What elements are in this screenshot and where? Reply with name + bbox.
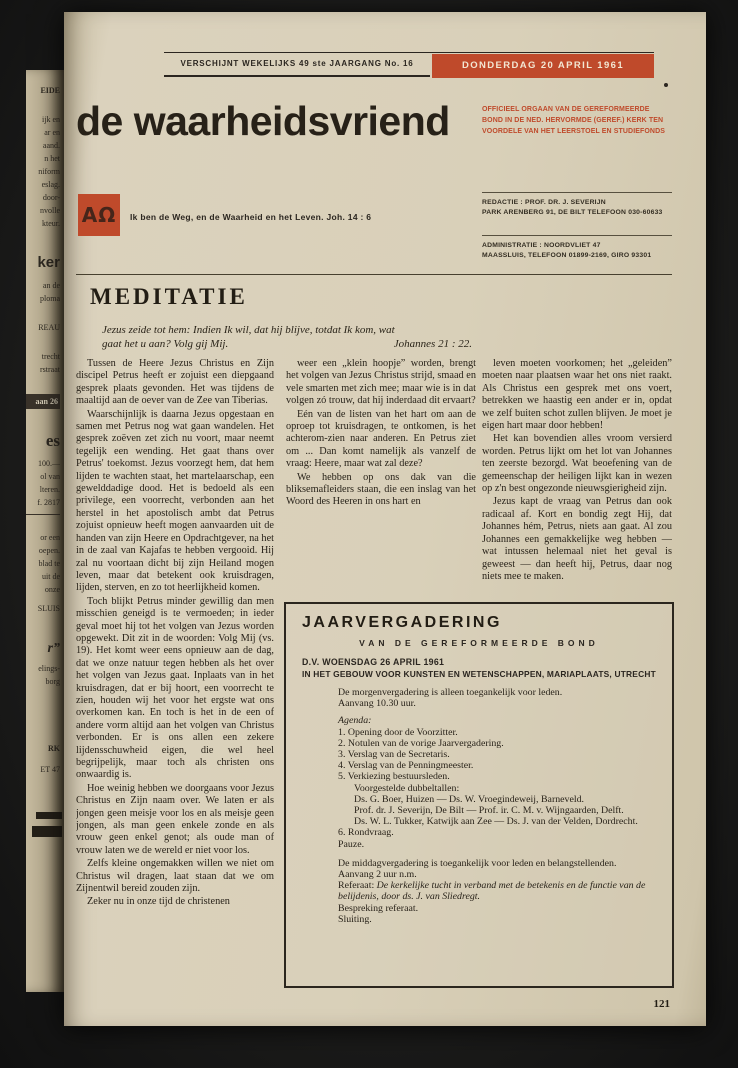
newspaper-page bbox=[64, 12, 706, 1026]
announcement-subtitle: VAN DE GEREFORMEERDE BOND bbox=[359, 638, 599, 648]
date-box: DONDERDAG 20 APRIL 1961 bbox=[432, 54, 654, 78]
redactie-line: REDACTIE : PROF. DR. J. SEVERIJN bbox=[482, 199, 606, 206]
administratie-block bbox=[482, 235, 672, 261]
text-fragment: ijk en bbox=[42, 115, 60, 124]
announcement-location: IN HET GEBOUW VOOR KUNSTEN EN WETENSCHAPPEN, MARIAPLAATS, UTRECHT bbox=[302, 669, 656, 679]
official-organ-block bbox=[482, 104, 665, 137]
text-fragment: blad te bbox=[38, 559, 60, 568]
agenda-item: 1. Opening door de Voorzitter. bbox=[338, 726, 458, 738]
page-number: 121 bbox=[653, 998, 670, 1010]
administratie-line: MAASSLUIS, TELEFOON 01899-2169, GIRO 93301 bbox=[482, 252, 652, 259]
paragraph: Waarschijnlijk is daarna Jezus opgestaan en samen met Petrus nog wat gaan wandelen. Het gesprek zoëven zet zich nu voort, maar neemt tegelijk een wending. Het gaat thans over Petrus' toekomst. Jezus voorzegt hem, dat hem lijden te wachten staat, het martelaarschap, een gewelddadige dood. Het is bedoeld als een privilege, een voorrecht, verbonden aan het herstel in het apostolisch ambt dat Petrus zojuist opnieuw heeft mogen aanvaarden uit de handen van zijn Heere en Opdrachtgever, na het in de zaal van Kajafas te hebben vergooid. Hij zal nu voortaan dicht bij zijn Heiland mogen leven, maar dat betekent ook kruisdragen, lijden, sterven, en zo tot heerlijkheid komen. bbox=[76, 408, 274, 594]
announcement-line: De morgenvergadering is alleen toegankelijk voor leden. bbox=[338, 687, 563, 698]
text-fragment: oepen. bbox=[38, 546, 60, 555]
closing-lines bbox=[338, 903, 656, 925]
text-fragment: nvolle bbox=[40, 206, 60, 215]
paragraph: Het kan bovendien alles vroom versierd worden. Petrus lijkt om het lot van Johannes ten zeerste bezorgd. Wat beoefening van de gemeenschap der heiligen lijkt kan in wezen op z'n best ongezonde nieuwsgierigheid zijn. bbox=[482, 433, 672, 495]
masthead-motto: Ik ben de Weg, en de Waarheid en het Leven. Joh. 14 : 6 bbox=[130, 212, 372, 222]
agenda-list bbox=[338, 727, 656, 783]
agenda-item: 4. Verslag van de Penningmeester. bbox=[338, 760, 474, 772]
text-fragment: uit de bbox=[42, 572, 60, 581]
epigraph-reference: Johannes 21 : 22. bbox=[393, 337, 472, 350]
paragraph: Eén van de listen van het hart om aan de oproep tot kruisdragen, te ontkomen, is het achterom-zien naar anderen. En Petrus ziet om ... Dan komt namelijk als vanzelf de vraag: Heere, maar wat zal deze? bbox=[286, 408, 476, 470]
text-fragment: aand. bbox=[42, 141, 60, 150]
pauze-line: Pauze. bbox=[338, 838, 365, 850]
colophon bbox=[482, 104, 672, 274]
text-fragment: 100.— bbox=[38, 459, 60, 468]
paragraph: Jezus kapt de vraag van Petrus dan ook radicaal af. Kort en bondig zegt Hij, dat Johannes hém, Petrus, niets aan gaat. Al zou Johannes een gemakkelijke weg hebben — wat intussen helemaal niet het geval is geweest — dan heeft hij, Petrus, daar nog niets mee te maken. bbox=[482, 496, 672, 582]
article-column-2 bbox=[286, 358, 476, 598]
text-fragment: ker bbox=[37, 254, 60, 271]
text-fragment: an de bbox=[42, 281, 60, 290]
agenda-item: 2. Notulen van de vorige Jaarvergadering. bbox=[338, 737, 504, 749]
text-fragment: ar en bbox=[44, 128, 60, 137]
issue-info: VERSCHIJNT WEKELIJKS 49 ste JAARGANG No. 16 bbox=[164, 53, 430, 77]
dubbeltal-line: Ds. G. Boer, Huizen — Ds. W. Vroegindeweij, Barneveld. bbox=[354, 793, 585, 805]
dubbeltallen-list bbox=[354, 794, 656, 828]
text-fragment: eslag. bbox=[41, 180, 60, 189]
paragraph: We hebben op ons dak van die bliksemafleiders staan, die een inslag van het Woord des Heeren in ons hart en bbox=[286, 471, 476, 508]
text-fragment: SLUIS bbox=[37, 604, 60, 613]
text-fragment: onze bbox=[44, 585, 60, 594]
paragraph: Toch blijkt Petrus minder gewillig dan men misschien geneigd is te vermoeden; in ieder geval moet hij tot het volgen van Jezus worden opgewekt. Dit zit in de woorden: Volg Mij (vs. 19). Het komt weer eens opnieuw aan de dag, dat we onze natuur tegen hebben als het over het volgen van Jezus gaat. Inplaats van in het kruisdragen, dat er bij hoort, een voorrecht te zien, houden wij het voor het ergste wat ons overkomen kan. En toch is het in de een of andere vorm altijd aan het volgen van Christus verbonden. Er is ons allen een zekere lijdensschuwheid eigen, die wel heel begrijpelijk, maar toch als christen ons onwaardig is. bbox=[76, 595, 274, 781]
text-fragment: ol van bbox=[40, 472, 60, 481]
article-column-1 bbox=[76, 358, 274, 1014]
text-fragment: aan 26 bbox=[26, 394, 60, 409]
text-fragment: f. 2817 bbox=[26, 496, 60, 515]
referaat-line bbox=[338, 880, 656, 902]
article-column-3 bbox=[482, 358, 672, 598]
ink-bar bbox=[32, 826, 62, 837]
epigraph-line: gaat het u aan? Volg gij Mij. bbox=[102, 337, 229, 350]
announcement-title: JAARVERGADERING bbox=[302, 614, 502, 631]
paragraph: Zeker nu in onze tijd de christenen bbox=[87, 896, 230, 908]
header-divider bbox=[76, 274, 672, 275]
referaat-label: Referaat: bbox=[338, 880, 375, 892]
text-fragment: REAU bbox=[38, 323, 60, 332]
text-fragment: borg bbox=[45, 677, 60, 686]
header-row bbox=[164, 52, 654, 79]
alpha-omega-glyphs: ΑΩ bbox=[81, 203, 117, 227]
announcement-date: D.V. WOENSDAG 26 APRIL 1961 bbox=[302, 657, 445, 667]
announcement-line: Aanvang 2 uur n.m. bbox=[338, 869, 417, 881]
text-fragment: niform bbox=[38, 167, 60, 176]
dubbeltallen-label: Voorgestelde dubbeltallen: bbox=[354, 782, 460, 794]
text-fragment: rstraat bbox=[40, 365, 60, 374]
dubbeltal-line: Prof. dr. J. Severijn, De Bilt — Prof. ir. C. M. v. Wijngaarden, Delft. bbox=[354, 805, 624, 817]
text-fragment: r” bbox=[47, 641, 60, 656]
text-fragment: kteur. bbox=[42, 219, 60, 228]
dubbeltallen-block bbox=[354, 783, 656, 828]
text-fragment: es bbox=[45, 431, 60, 450]
official-organ-line: VOORDELE VAN HET LEERSTOEL EN STUDIEFONDS bbox=[482, 128, 666, 135]
text-fragment: trecht bbox=[41, 352, 60, 361]
announcement-line: Aanvang 10.30 uur. bbox=[338, 698, 416, 710]
announcement-line: Sluiting. bbox=[338, 913, 372, 925]
official-organ-line: BOND IN DE NED. HERVORMDE (GEREF.) KERK TEN bbox=[482, 117, 664, 124]
administratie-line: ADMINISTRATIE : NOORDVLIET 47 bbox=[482, 242, 601, 249]
text-fragment: EIDE bbox=[40, 86, 60, 95]
adjacent-page-strip bbox=[26, 70, 64, 992]
epigraph bbox=[102, 324, 472, 351]
text-fragment: door- bbox=[42, 193, 60, 202]
agenda-label: Agenda: bbox=[338, 715, 372, 727]
paragraph: leven moeten voorkomen; het „geleiden” moeten naar plaatsen waar het ons niet raakt. Als Christus een gesprek met ons voert, betrekken we haastig een ander er in, opdat we zelf buiten schot zullen blijven. Je moet je eigen hart maar door hebben! bbox=[482, 358, 672, 432]
epigraph-line: Jezus zeide tot hem: Indien Ik wil, dat hij blijve, totdat Ik kom, wat bbox=[102, 324, 395, 336]
announcement-line: Bespreking referaat. bbox=[338, 902, 419, 914]
announcement-line: De middagvergadering is toegankelijk voor leden en belangstellenden. bbox=[338, 857, 617, 869]
text-fragment: n het bbox=[44, 154, 60, 163]
text-fragment: RK bbox=[48, 744, 60, 753]
adjacent-page-fragments bbox=[26, 84, 60, 776]
article-title: MEDITATIE bbox=[90, 284, 248, 309]
paragraph: Tussen de Heere Jezus Christus en Zijn discipel Petrus heeft er zojuist een diepgaand gesprek plaats gevonden. Het was tijdens de maaltijd aan de oever van de Zee van Tiberias. bbox=[76, 358, 274, 407]
paragraph: Zelfs kleine ongemakken willen we niet om Christus wil dragen, laat staan dat we om Zijnentwil bereid zouden zijn. bbox=[76, 858, 274, 895]
text-fragment: ploma bbox=[40, 294, 60, 303]
morning-session-lines bbox=[338, 687, 656, 709]
text-fragment: elings- bbox=[38, 664, 60, 673]
agenda-item: 6. Rondvraag. bbox=[338, 827, 394, 839]
dubbeltal-line: Ds. W. L. Tukker, Katwijk aan Zee — Ds. J. van der Velden, Dordrecht. bbox=[354, 816, 638, 828]
jaarvergadering-box bbox=[284, 602, 674, 988]
agenda-item: 5. Verkiezing bestuursleden. bbox=[338, 771, 450, 783]
agenda-item: 3. Verslag van de Secretaris. bbox=[338, 749, 450, 761]
announcement-body bbox=[338, 687, 656, 925]
paragraph: weer een „klein hoopje” worden, brengt het volgen van Jezus Christus strijd, smaad en vele smarten met zich mee; maar wie is in dat volgen zó trouw, dat hij inderdaad dit ervaart? bbox=[286, 358, 476, 407]
text-fragment: or een bbox=[40, 533, 60, 542]
text-fragment: lteren. bbox=[39, 485, 60, 494]
text-fragment: ET 47 bbox=[40, 765, 60, 774]
redactie-line: PARK ARENBERG 91, DE BILT TELEFOON 030-60633 bbox=[482, 209, 663, 216]
afternoon-session-lines bbox=[338, 858, 656, 880]
print-mark bbox=[664, 83, 668, 87]
paragraph: Hoe weinig hebben we doorgaans voor Jezus Christus en Zijn naam over. We laten er als jongen geen meisje voor los en als meisje geen jongen, als man geen enkele zonde en als vrouw geen enkel genot; als oude man of vrouw laten we de wereld er niet voor los. bbox=[76, 782, 274, 856]
official-organ-line: OFFICIEEL ORGAAN VAN DE GEREFORMEERDE bbox=[482, 106, 650, 113]
redactie-block bbox=[482, 192, 672, 218]
referaat-text: De kerkelijke tucht in verband met de betekenis en de functie van de belijdenis, door ds. J. van Sliedregt. bbox=[338, 880, 646, 903]
ink-bar bbox=[36, 812, 62, 819]
alpha-omega-logo bbox=[78, 194, 120, 236]
masthead-title: de waarheidsvriend bbox=[76, 98, 450, 144]
